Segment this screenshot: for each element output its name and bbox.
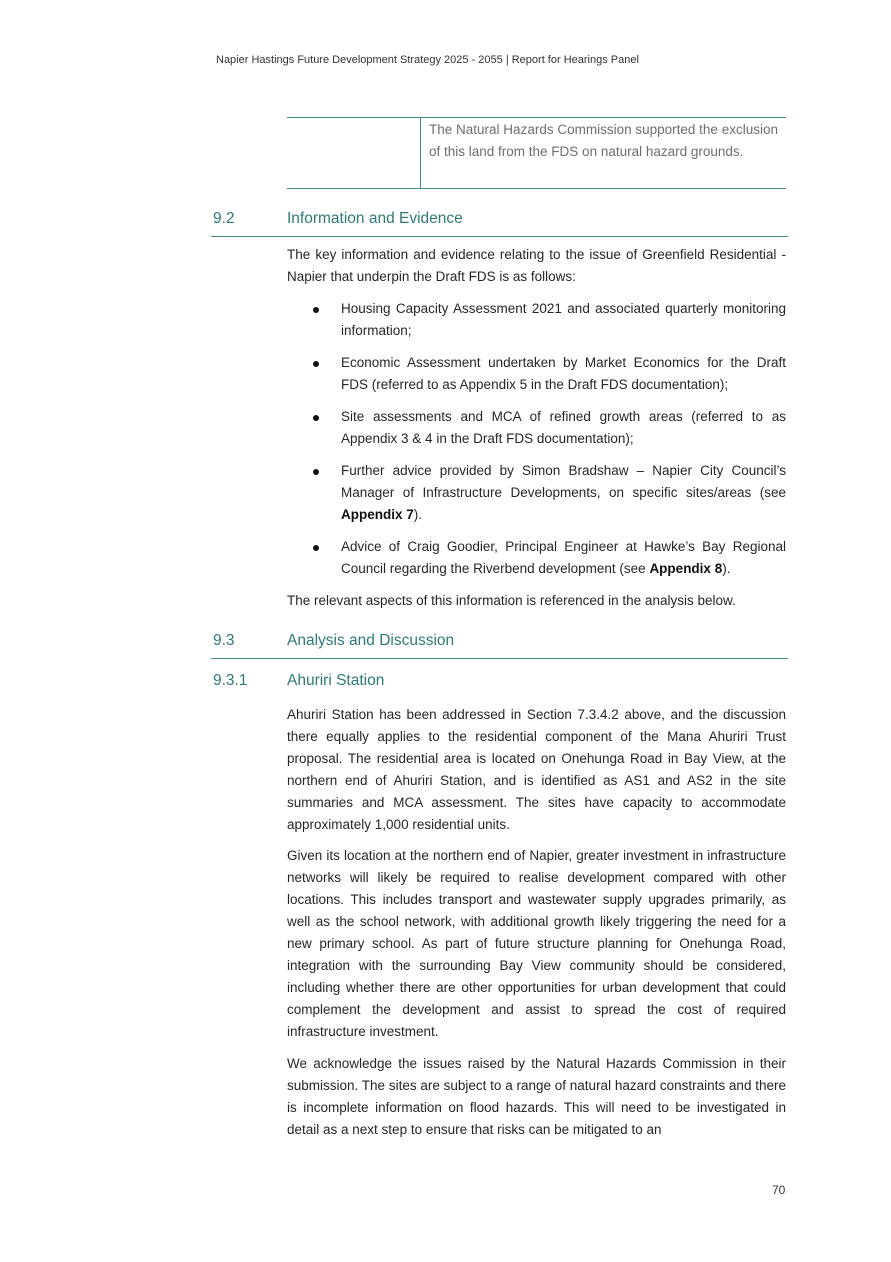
bullet-dot — [313, 415, 319, 421]
section-rule — [211, 236, 788, 237]
body-paragraph: Ahuriri Station has been addressed in Section 7.3.4.2 above, and the discussion there equally applies to the residential component of the Mana Ahuriri Trust proposal. The residential area is located on Onehunga Road in Bay View, at the northern end of Ahuriri Station, and is identified as AS1 and AS2 in the site summaries and MCA assessment. The sites have capacity to accommodate approximately 1,000 residential units. — [287, 707, 786, 832]
appendix-8-reference: Appendix 8 — [649, 561, 723, 576]
bullet-item — [341, 352, 786, 396]
section-rule — [211, 658, 788, 659]
bullet-dot — [313, 469, 319, 475]
body-paragraph: Given its location at the northern end of Napier, greater investment in infrastructure networks will likely be required to realise development compared with other locations. This includes transport and wastewater supply upgrades primarily, as well as the school network, with additional growth likely triggering the need for a new primary school. As part of future structure planning for Onehunga Road, integration with the surrounding Bay View community should be considered, including whether there are other opportunities for urban development that could complement the development and assist to spread the cost of required infrastructure investment. — [287, 848, 786, 1039]
subsection-number: 9.3.1 — [213, 672, 248, 689]
body-paragraph: We acknowledge the issues raised by the Natural Hazards Commission in their submission. The sites are subject to a range of natural hazard constraints and there is incomplete information on flood hazards. This will need to be investigated in detail as a next step to ensure that risks can be mitigated to an — [287, 1056, 786, 1137]
bullet-text: Site assessments and MCA of refined growth areas (referred to as Appendix 3 & 4 in the Draft FDS documentation); — [341, 409, 786, 446]
table-right-cell: The Natural Hazards Commission supported the exclusion of this land from the FDS on natural hazard grounds. — [429, 122, 778, 159]
relevant-paragraph: The relevant aspects of this information is referenced in the analysis below. — [287, 593, 736, 608]
appendix-7-reference: Appendix 7 — [341, 507, 414, 522]
bullet-item — [341, 406, 786, 450]
page-number: 70 — [772, 1183, 786, 1197]
bullet-text: Advice of Craig Goodier, Principal Engineer at Hawke’s Bay Regional Council regarding the Riverbend development (see — [341, 539, 786, 576]
submission-table-row — [287, 117, 786, 189]
bullet-text: Housing Capacity Assessment 2021 and associated quarterly monitoring information; — [341, 301, 786, 338]
intro-paragraph: The key information and evidence relating to the issue of Greenfield Residential - Napier that underpin the Draft FDS is as follows: — [287, 247, 786, 284]
bullet-item — [341, 460, 786, 526]
bullet-item — [341, 298, 786, 342]
section-heading-9-3 — [211, 632, 788, 659]
bullet-text-end: ). — [722, 561, 731, 576]
section-title: Information and Evidence — [287, 210, 463, 227]
section-number: 9.2 — [213, 210, 235, 227]
table-divider — [420, 118, 421, 188]
subsection-title: Ahuriri Station — [287, 672, 385, 689]
page-header: Napier Hastings Future Development Strategy 2025 - 2055 | Report for Hearings Panel — [216, 54, 639, 66]
bullet-dot — [313, 545, 319, 551]
bullet-item — [341, 536, 786, 580]
subsection-heading-9-3-1 — [211, 672, 788, 694]
section-title: Analysis and Discussion — [287, 632, 455, 649]
bullet-text-end: ). — [413, 507, 423, 522]
section-heading-9-2 — [211, 210, 788, 237]
bullet-text: Economic Assessment undertaken by Market Economics for the Draft FDS (referred to as Appendix 5 in the Draft FDS documentation); — [341, 355, 786, 392]
bullet-text: Further advice provided by Simon Bradshaw – Napier City Council’s Manager of Infrastructure Developments, on specific sites/areas (see — [341, 463, 786, 500]
bullet-dot — [313, 307, 319, 313]
bullet-dot — [313, 361, 319, 367]
section-number: 9.3 — [213, 632, 235, 649]
